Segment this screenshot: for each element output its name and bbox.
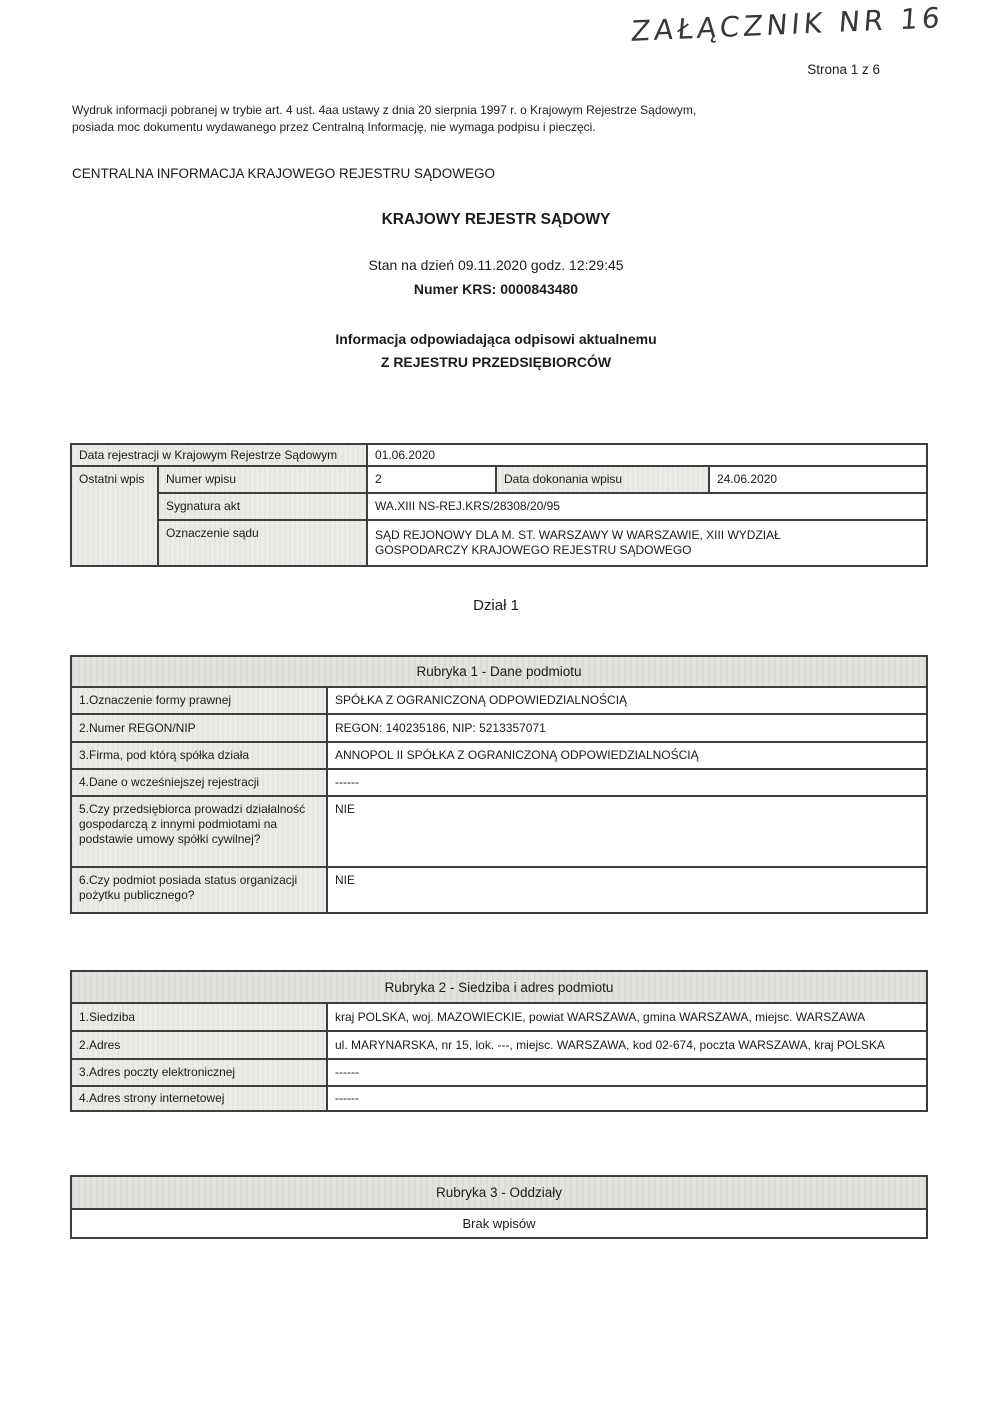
rubryka-1-row-6-label: 6.Czy podmiot posiada status organizacji pożytku publicznego? bbox=[72, 868, 326, 912]
rubryka-1-table bbox=[70, 655, 928, 914]
registration-date-label: Data rejestracji w Krajowym Rejestrze Sądowym bbox=[72, 445, 366, 465]
rubryka-3-header: Rubryka 3 - Oddziały bbox=[72, 1177, 926, 1208]
rubryka-3-empty-text: Brak wpisów bbox=[72, 1210, 926, 1237]
rubryka-2-row-1-value: kraj POLSKA, woj. MAZOWIECKIE, powiat WARSZAWA, gmina WARSZAWA, miejsc. WARSZAWA bbox=[328, 1004, 926, 1030]
krs-number: Numer KRS: 0000843480 bbox=[413, 281, 579, 297]
court-designation-label: Oznaczenie sądu bbox=[159, 521, 366, 565]
rubryka-2-table bbox=[70, 970, 928, 1112]
rubryka-2-row-3-label: 3.Adres poczty elektronicznej bbox=[72, 1060, 326, 1085]
rubryka-2-row-2-value: ul. MARYNARSKA, nr 15, lok. ---, miejsc. WARSZAWA, kod 02-674, poczta WARSZAWA, kraj POLSKA bbox=[328, 1032, 926, 1058]
rubryka-1-row-4-value: ------ bbox=[328, 770, 926, 795]
entry-date-value: 24.06.2020 bbox=[710, 467, 926, 492]
entry-date-label: Data dokonania wpisu bbox=[497, 467, 708, 492]
rubryka-1-header: Rubryka 1 - Dane podmiotu bbox=[72, 657, 926, 686]
section-heading-dzial-1: Dział 1 bbox=[473, 597, 519, 614]
rubryka-2-row-1-label: 1.Siedziba bbox=[72, 1004, 326, 1030]
intro-line-2: posiada moc dokumentu wydawanego przez Centralną Informację, nie wymaga podpisu i pieczęci. bbox=[72, 120, 596, 134]
rubryka-1-row-6-value: NIE bbox=[328, 868, 926, 912]
last-entry-label: Ostatni wpis bbox=[72, 467, 157, 565]
intro-paragraph bbox=[72, 102, 782, 136]
subtitle-line-2: Z REJESTRU PRZEDSIĘBIORCÓW bbox=[380, 354, 612, 370]
rubryka-1-row-3-label: 3.Firma, pod którą spółka działa bbox=[72, 743, 326, 768]
case-signature-label: Sygnatura akt bbox=[159, 494, 366, 519]
rubryka-1-row-3-value: ANNOPOL II SPÓŁKA Z OGRANICZONĄ ODPOWIEDZIALNOŚCIĄ bbox=[328, 743, 926, 768]
intro-line-1: Wydruk informacji pobranej w trybie art. 4 ust. 4aa ustawy z dnia 20 sierpnia 1997 r. o Krajowym Rejestrze Sądowym, bbox=[72, 103, 697, 117]
rubryka-1-row-1-value: SPÓŁKA Z OGRANICZONĄ ODPOWIEDZIALNOŚCIĄ bbox=[328, 688, 926, 713]
rubryka-1-row-5-label: 5.Czy przedsiębiorca prowadzi działalność gospodarczą z innymi podmiotami na podstawie umowy spółki cywilnej? bbox=[72, 797, 326, 866]
rubryka-2-row-4-value: ------ bbox=[328, 1087, 926, 1110]
entry-number-label: Numer wpisu bbox=[159, 467, 366, 492]
rubryka-1-row-1-label: 1.Oznaczenie formy prawnej bbox=[72, 688, 326, 713]
subtitle-line-1: Informacja odpowiadająca odpisowi aktualnemu bbox=[335, 331, 657, 347]
registration-table bbox=[70, 443, 928, 567]
court-designation-text: SĄD REJONOWY DLA M. ST. WARSZAWY W WARSZAWIE, XIII WYDZIAŁ GOSPODARCZY KRAJOWEGO REJESTRU SĄDOWEGO bbox=[375, 528, 781, 557]
document-title: KRAJOWY REJESTR SĄDOWY bbox=[381, 211, 611, 228]
rubryka-1-row-4-label: 4.Dane o wcześniejszej rejestracji bbox=[72, 770, 326, 795]
case-signature-value: WA.XIII NS-REJ.KRS/28308/20/95 bbox=[368, 494, 926, 519]
rubryka-2-row-4-label: 4.Adres strony internetowej bbox=[72, 1087, 326, 1110]
court-designation-value bbox=[368, 521, 926, 565]
rubryka-1-row-2-label: 2.Numer REGON/NIP bbox=[72, 715, 326, 741]
status-line: Stan na dzień 09.11.2020 godz. 12:29:45 bbox=[368, 257, 624, 273]
issuer-line: CENTRALNA INFORMACJA KRAJOWEGO REJESTRU SĄDOWEGO bbox=[72, 166, 496, 181]
entry-number-value: 2 bbox=[368, 467, 495, 492]
handwritten-annotation: ZAŁĄCZNIK NR 16 bbox=[629, 1, 946, 48]
rubryka-2-row-3-value: ------ bbox=[328, 1060, 926, 1085]
rubryka-2-row-2-label: 2.Adres bbox=[72, 1032, 326, 1058]
rubryka-3-table bbox=[70, 1175, 928, 1239]
rubryka-2-header: Rubryka 2 - Siedziba i adres podmiotu bbox=[72, 972, 926, 1002]
page-number: Strona 1 z 6 bbox=[807, 62, 880, 77]
rubryka-1-row-2-value: REGON: 140235186, NIP: 5213357071 bbox=[328, 715, 926, 741]
rubryka-1-row-5-value: NIE bbox=[328, 797, 926, 866]
registration-date-value: 01.06.2020 bbox=[368, 445, 926, 465]
